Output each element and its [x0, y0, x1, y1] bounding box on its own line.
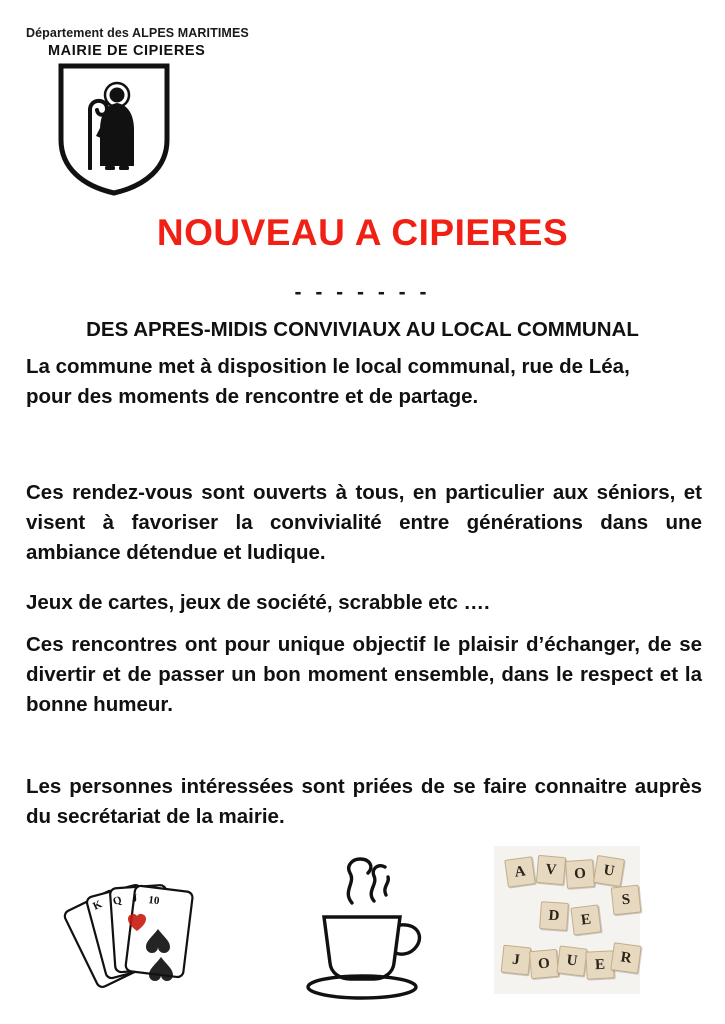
paragraph-games: Jeux de cartes, jeux de société, scrabble etc ….: [26, 591, 490, 614]
scrabble-tile: O: [565, 859, 595, 889]
svg-text:10: 10: [147, 894, 161, 908]
paragraph-intro: [26, 352, 702, 412]
svg-text:K: K: [91, 898, 105, 913]
footer-illustrations: [0, 845, 725, 1020]
paragraph-description: Ces rendez-vous sont ouverts à tous, en particulier aux séniors, et visent à favoriser la convivialité entre générations dans une ambiance détendue et ludique.: [26, 481, 702, 565]
scrabble-tile: E: [585, 950, 614, 979]
scrabble-tiles-icon: [493, 845, 641, 995]
paragraph-contact: Les personnes intéressées sont priées de se faire connaitre auprès du secrétariat de la mairie.: [26, 775, 702, 829]
scrabble-tile: O: [529, 949, 559, 979]
page-title: NOUVEAU A CIPIERES: [156, 212, 569, 253]
scrabble-tile: J: [501, 945, 532, 976]
scrabble-tile: D: [539, 901, 569, 931]
mairie-line: MAIRIE DE CIPIERES: [48, 43, 206, 59]
scrabble-tile: V: [536, 855, 566, 885]
svg-text:J: J: [131, 892, 138, 905]
coffee-cup-icon: [290, 851, 440, 1016]
title-separator: - - - - - - -: [294, 281, 431, 304]
paragraph-intro-line1: La commune met à disposition le local communal, rue de Léa,: [26, 355, 630, 378]
scrabble-tile: R: [610, 942, 642, 974]
scrabble-tile: E: [570, 904, 601, 935]
paragraph-objective: Ces rencontres ont pour unique objectif le plaisir d’échanger, de se divertir et de passer un bon moment ensemble, dans le respect et la bonne humeur.: [26, 633, 702, 717]
scrabble-tile: S: [611, 885, 642, 916]
scrabble-tile: U: [556, 945, 587, 976]
scrabble-tile: A: [504, 856, 536, 888]
coat-of-arms-icon: [55, 62, 173, 197]
letterhead: [26, 26, 306, 63]
scrabble-tile: U: [593, 855, 625, 887]
playing-cards-icon: [62, 863, 232, 1018]
paragraph-intro-line2: pour des moments de rencontre et de partage.: [26, 385, 479, 409]
department-line: Département des ALPES MARITIMES: [26, 26, 249, 40]
svg-text:Q: Q: [111, 894, 124, 908]
page-subtitle: DES APRES-MIDIS CONVIVIAUX AU LOCAL COMMUNAL: [86, 318, 639, 341]
